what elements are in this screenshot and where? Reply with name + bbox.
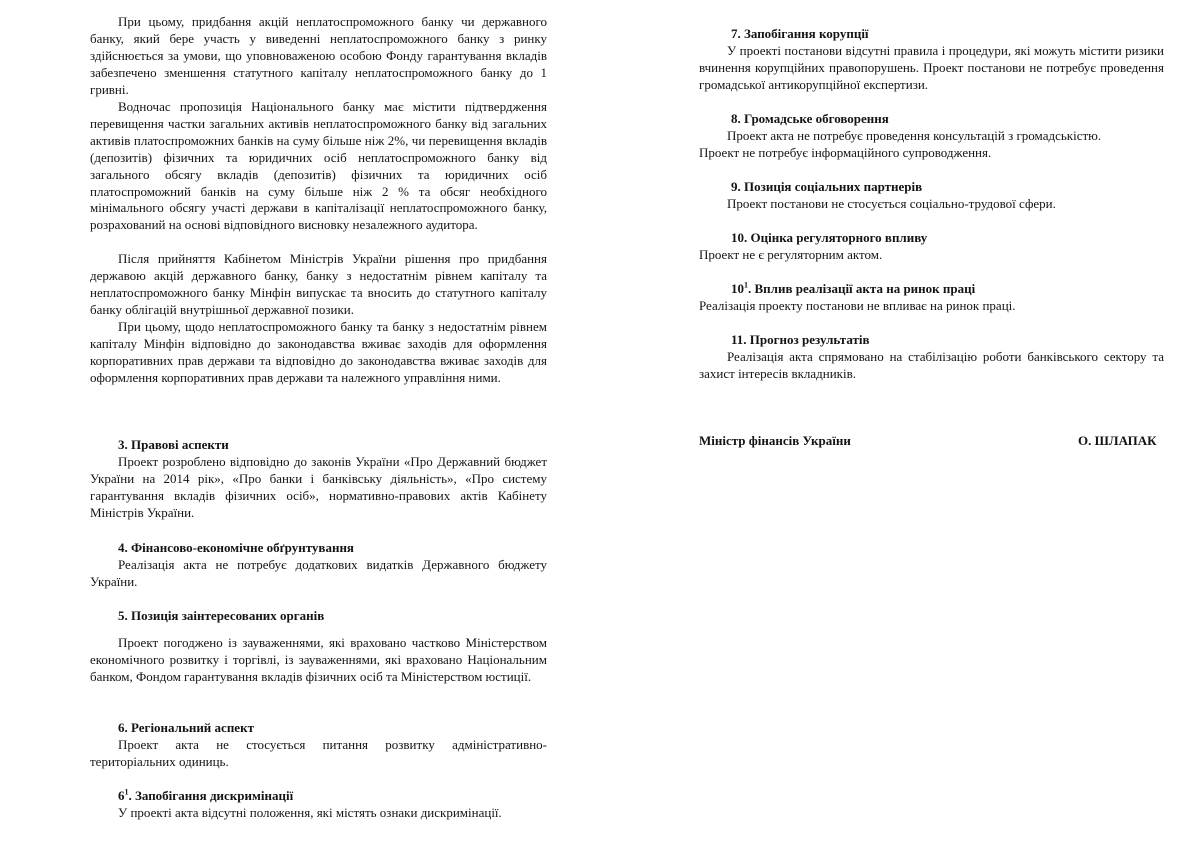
signature-name: О. ШЛАПАК	[1078, 433, 1157, 448]
paragraph-nbu-proposal	[90, 99, 547, 234]
section-number: 10	[731, 281, 744, 296]
paragraph-text: При цьому, придбання акцій неплатоспроможного банку чи державного банку, який бере участь у виведенні неплатоспроможного банку з ринку здійснюється за умови, що уповноваженою особою Фонду гарантування вкладів забезпечено зменшення статутного капіталу неплатоспроможного банку до 1 гривні.	[90, 14, 547, 97]
section-financial-justification	[90, 540, 547, 591]
section-text: Проект погоджено із зауваженнями, які враховано частково Міністерством економічного розвитку і торгівлі, із зауваженнями, які враховано Національним банком, Фондом гарантування вкладів фізичних осіб та Міністерством юстиції.	[90, 634, 547, 684]
section-text: Проект не потребує інформаційного супроводження.	[699, 144, 992, 160]
section-title: . Запобігання дискримінації	[128, 788, 294, 803]
section-labor-market	[699, 281, 1164, 315]
section-forecast	[699, 332, 1164, 383]
section-heading: 7. Запобігання корупції	[731, 26, 869, 41]
section-discrimination	[90, 788, 547, 822]
section-text: Проект постанови не стосується соціально-трудової сфери.	[727, 195, 1056, 211]
section-legal-aspects	[90, 437, 547, 522]
section-number: 6	[118, 788, 125, 803]
signature-title: Міністр фінансів України	[699, 433, 851, 448]
section-text: Реалізація проекту постанови не впливає на ринок праці.	[699, 297, 1016, 313]
section-heading	[699, 281, 1164, 298]
section-title: . Вплив реалізації акта на ринок праці	[748, 281, 976, 296]
section-public-consultation	[699, 111, 1164, 162]
section-stakeholder-position	[90, 608, 547, 686]
section-heading: 4. Фінансово-економічне обґрунтування	[118, 540, 354, 555]
paragraph-text: Водночас пропозиція Національного банку має містити підтвердження перевищення частки загальних активів неплатоспроможного банку від загальних активів платоспроможних банків на суму більше ніж 2%, чи перевищення вкладів (депозитів) фізичних та юридичних осіб неплатоспроможного банку від загального обсягу вкладів (депозитів) фізичних та юридичних осіб платоспроможний банків на суму більше ніж 2 % та обсяг необхідного мінімального обсягу участі держави в капіталізації неплатоспроможного банку, розрахований на основі відповідного висновку незалежного аудитора.	[90, 99, 547, 233]
section-number-superscript: 1	[124, 787, 129, 797]
paragraph-text: При цьому, щодо неплатоспроможного банку та банку з недостатнім рівнем капіталу Мінфін відповідно до законодавства вживає заходів для оформлення корпоративних прав держави та відповідно до законодавства вживає заходів для оформлення корпоративних прав держави та належного управління ними.	[90, 319, 547, 385]
section-heading: 9. Позиція соціальних партнерів	[731, 179, 923, 194]
section-text: Проект акта не потребує проведення консультацій з громадськістю.	[727, 127, 1102, 143]
section-regulatory-impact	[699, 230, 1164, 264]
paragraph-corporate-rights	[90, 319, 547, 387]
section-text: Проект розроблено відповідно до законів України «Про Державний бюджет України на 2014 рік», «Про банки і банківську діяльність», «Про систему гарантування вкладів фізичних осіб», нормативно-правових актів Кабінету Міністрів України.	[90, 453, 547, 520]
section-text: Реалізація акта спрямовано на стабілізацію роботи банківського сектору та захист інтересів вкладників.	[699, 348, 1164, 381]
section-number-superscript: 1	[744, 280, 748, 290]
section-heading: 5. Позиція заінтересованих органів	[118, 608, 325, 623]
section-text: Проект акта не стосується питання розвитку адміністративно-територіальних одиниць.	[90, 736, 547, 769]
section-text: Реалізація акта не потребує додаткових видатків Державного бюджету України.	[90, 556, 547, 589]
section-heading: 8. Громадське обговорення	[731, 111, 889, 126]
section-regional-aspect	[90, 720, 547, 771]
section-corruption-prevention	[699, 26, 1164, 94]
section-text: У проекті акта відсутні положення, які містять ознаки дискримінації.	[118, 804, 502, 820]
section-heading: 3. Правові аспекти	[118, 437, 229, 452]
section-social-partners	[699, 179, 1164, 213]
section-heading: 10. Оцінка регуляторного впливу	[731, 230, 928, 245]
section-text: Проект не є регуляторним актом.	[699, 246, 883, 262]
paragraph-after-decision	[90, 251, 547, 319]
section-heading: 11. Прогноз результатів	[731, 332, 870, 347]
section-heading	[90, 788, 547, 805]
section-text: У проекті постанови відсутні правила і процедури, які можуть містити ризики вчинення корупційних правопорушень. Проект постанови не потребує проведення громадської антикорупційної експертизи.	[699, 42, 1164, 92]
paragraph-text: Після прийняття Кабінетом Міністрів України рішення про придбання державою акцій державного банку, банку з недостатнім рівнем капіталу та неплатоспроможного банку Мінфін випускає та вносить до статутного капіталу банку облігацій внутрішньої державної позики.	[90, 251, 547, 317]
paragraph-acquisition	[90, 14, 547, 99]
section-heading: 6. Регіональний аспект	[118, 720, 254, 735]
